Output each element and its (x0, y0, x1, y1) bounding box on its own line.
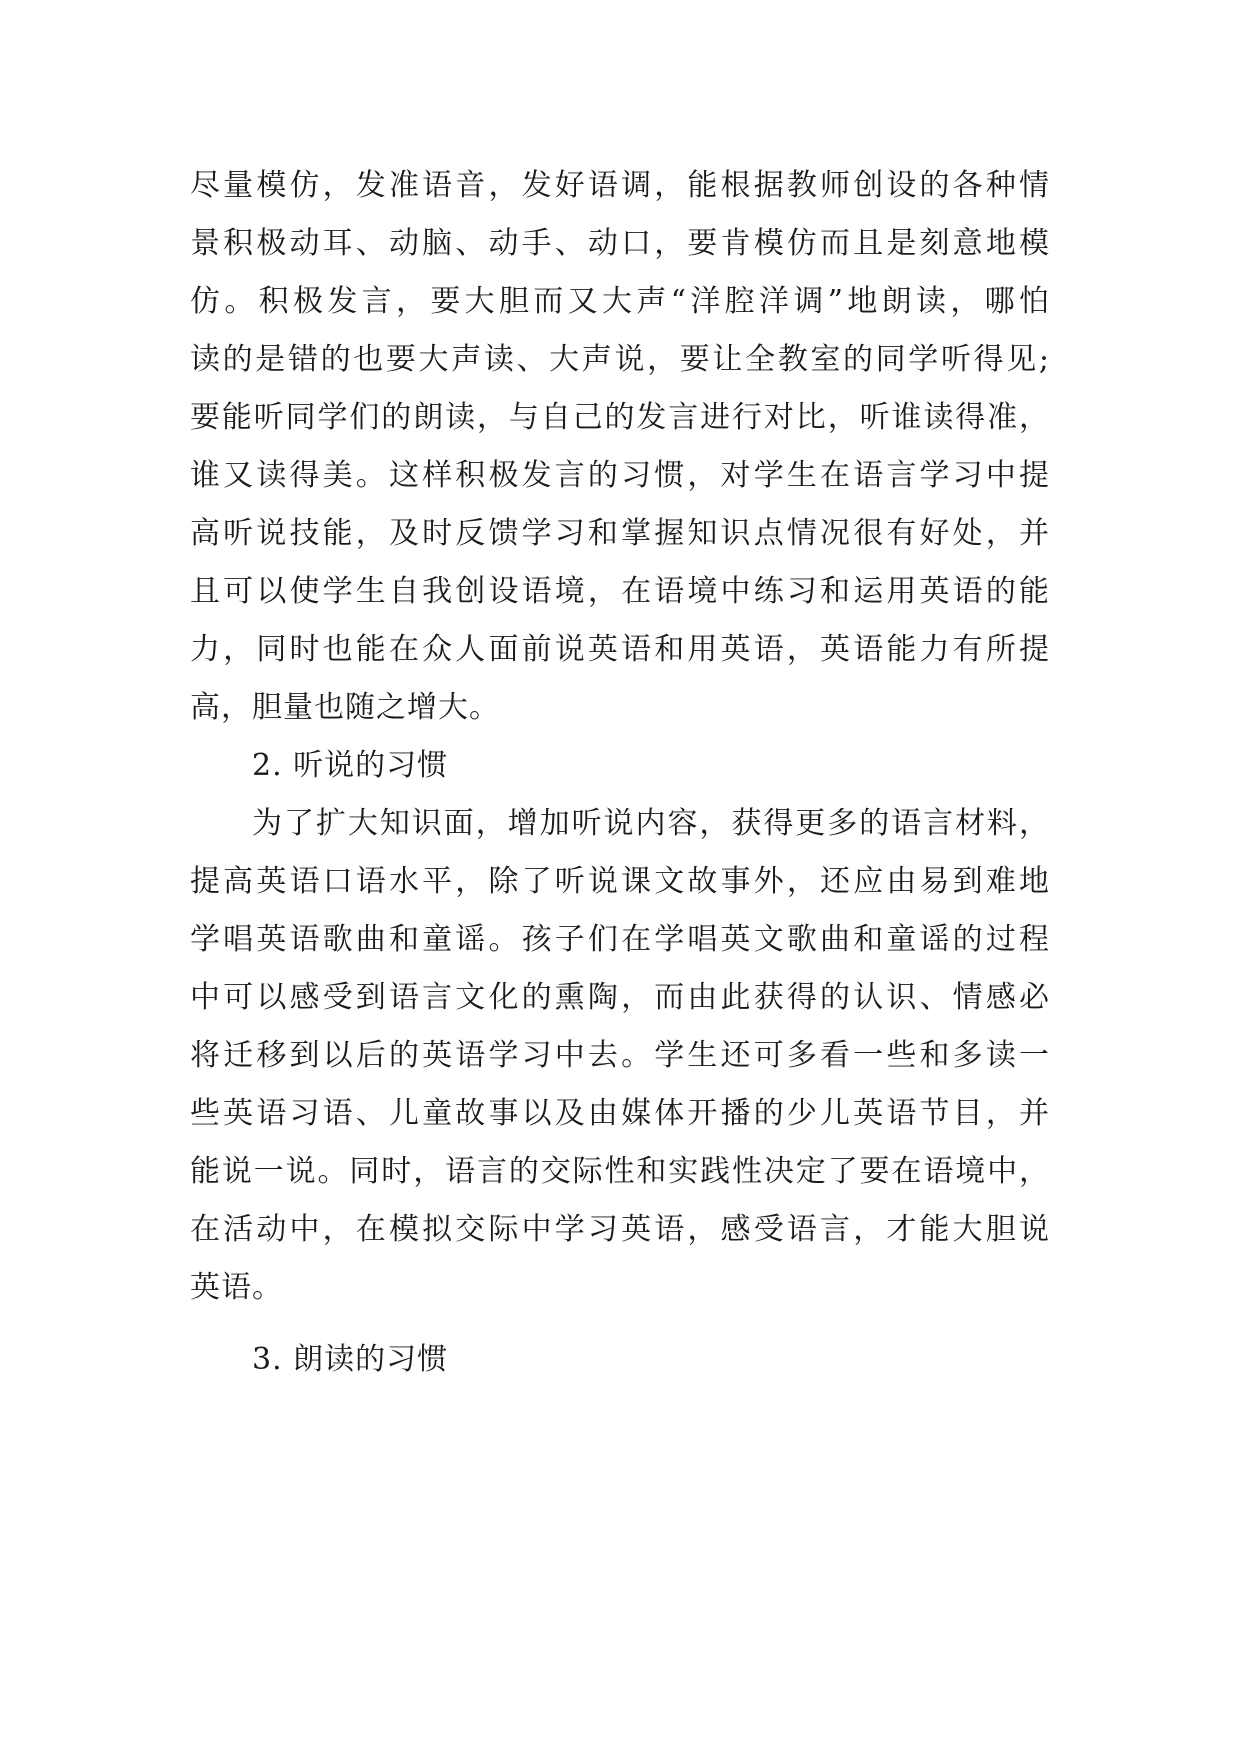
section-heading-reading-aloud: 3. 朗读的习惯 (252, 1342, 449, 1377)
text-line: 中可以感受到语言文化的熏陶，而由此获得的认识、情感必 (190, 980, 1050, 1015)
text-line: 力，同时也能在众人面前说英语和用英语，英语能力有所提 (190, 632, 1050, 667)
text-line: 些英语习语、儿童故事以及由媒体开播的少儿英语节目，并 (190, 1096, 1050, 1131)
text-line: 高，胆量也随之增大。 (190, 690, 500, 725)
text-line: 高听说技能，及时反馈学习和掌握知识点情况很有好处，并 (190, 516, 1050, 551)
text-line: 在活动中，在模拟交际中学习英语，感受语言，才能大胆说 (190, 1212, 1050, 1247)
text-line: 仿。积极发言，要大胆而又大声“洋腔洋调”地朗读，哪怕 (190, 284, 1050, 319)
paragraph-listening-speaking (190, 795, 1050, 1317)
text-line: 学唱英语歌曲和童谣。孩子们在学唱英文歌曲和童谣的过程 (190, 922, 1050, 957)
text-line: 英语。 (190, 1270, 283, 1305)
text-line: 能说一说。同时，语言的交际性和实践性决定了要在语境中， (190, 1154, 1050, 1189)
text-line: 提高英语口语水平，除了听说课文故事外，还应由易到难地 (190, 864, 1050, 899)
text-line: 且可以使学生自我创设语境，在语境中练习和运用英语的能 (190, 574, 1050, 609)
text-line: 谁又读得美。这样积极发言的习惯，对学生在语言学习中提 (190, 458, 1050, 493)
text-line: 将迁移到以后的英语学习中去。学生还可多看一些和多读一 (190, 1038, 1050, 1073)
body-text (190, 157, 1050, 1389)
text-line: 景积极动耳、动脑、动手、动口，要肯模仿而且是刻意地模 (190, 226, 1050, 261)
paragraph-habit-1-continued (190, 157, 1050, 737)
text-line: 尽量模仿，发准语音，发好语调，能根据教师创设的各种情 (190, 168, 1050, 203)
text-line: 为了扩大知识面，增加听说内容，获得更多的语言材料， (252, 806, 1050, 841)
text-line: 要能听同学们的朗读，与自己的发言进行对比，听谁读得准， (190, 400, 1050, 435)
section-heading-listening-speaking: 2. 听说的习惯 (252, 748, 449, 783)
text-line: 读的是错的也要大声读、大声说，要让全教室的同学听得见; (190, 342, 1050, 377)
